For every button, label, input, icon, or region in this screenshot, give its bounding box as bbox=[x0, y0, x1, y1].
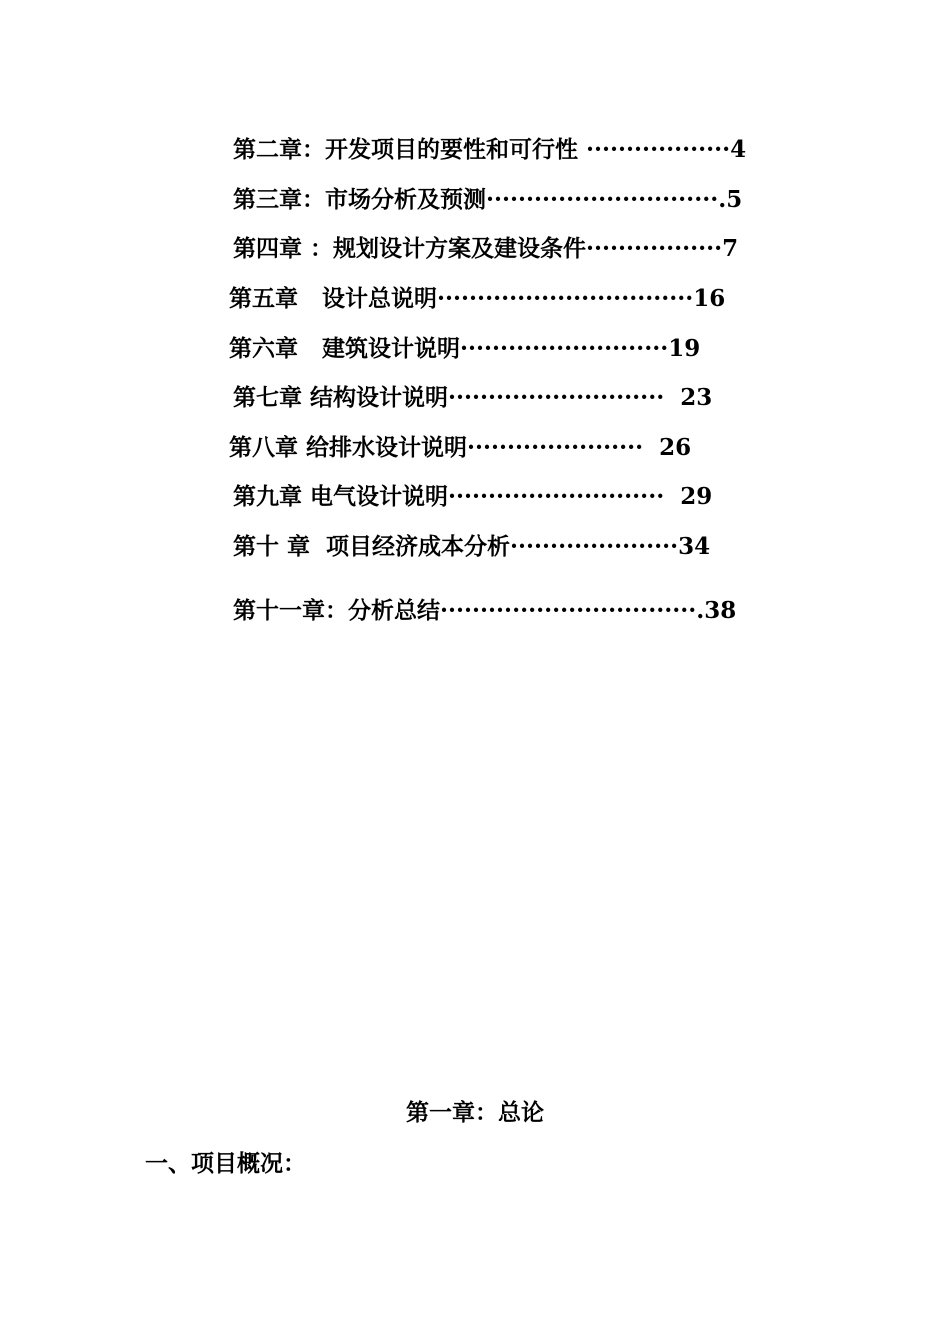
toc-entry-chapter-9: 第九章 电气设计说明··························· 29 bbox=[233, 483, 713, 510]
toc-entry-chapter-3: 第三章：市场分析及预测·····························.5 bbox=[233, 186, 743, 213]
toc-entry-chapter-4: 第四章 ：规划设计方案及建设条件·················7 bbox=[233, 235, 739, 262]
toc-entry-chapter-8: 第八章 给排水设计说明······················ 26 bbox=[229, 434, 692, 461]
toc-entry-chapter-11: 第十一章：分析总结································.38 bbox=[233, 597, 737, 624]
toc-entry-chapter-6: 第六章 建筑设计说明··························19 bbox=[229, 335, 701, 362]
toc-entry-chapter-5: 第五章 设计总说明································16 bbox=[229, 285, 726, 312]
toc-entry-chapter-7: 第七章 结构设计说明··························· 23 bbox=[233, 384, 713, 411]
toc-entry-chapter-10: 第十 章 项目经济成本分析·····················34 bbox=[233, 533, 711, 560]
toc-entry-chapter-2: 第二章：开发项目的要性和可行性 ··················4 bbox=[233, 136, 747, 163]
section-title: 一、项目概况： bbox=[145, 1150, 306, 1177]
chapter-title: 第一章：总论 bbox=[406, 1099, 544, 1126]
